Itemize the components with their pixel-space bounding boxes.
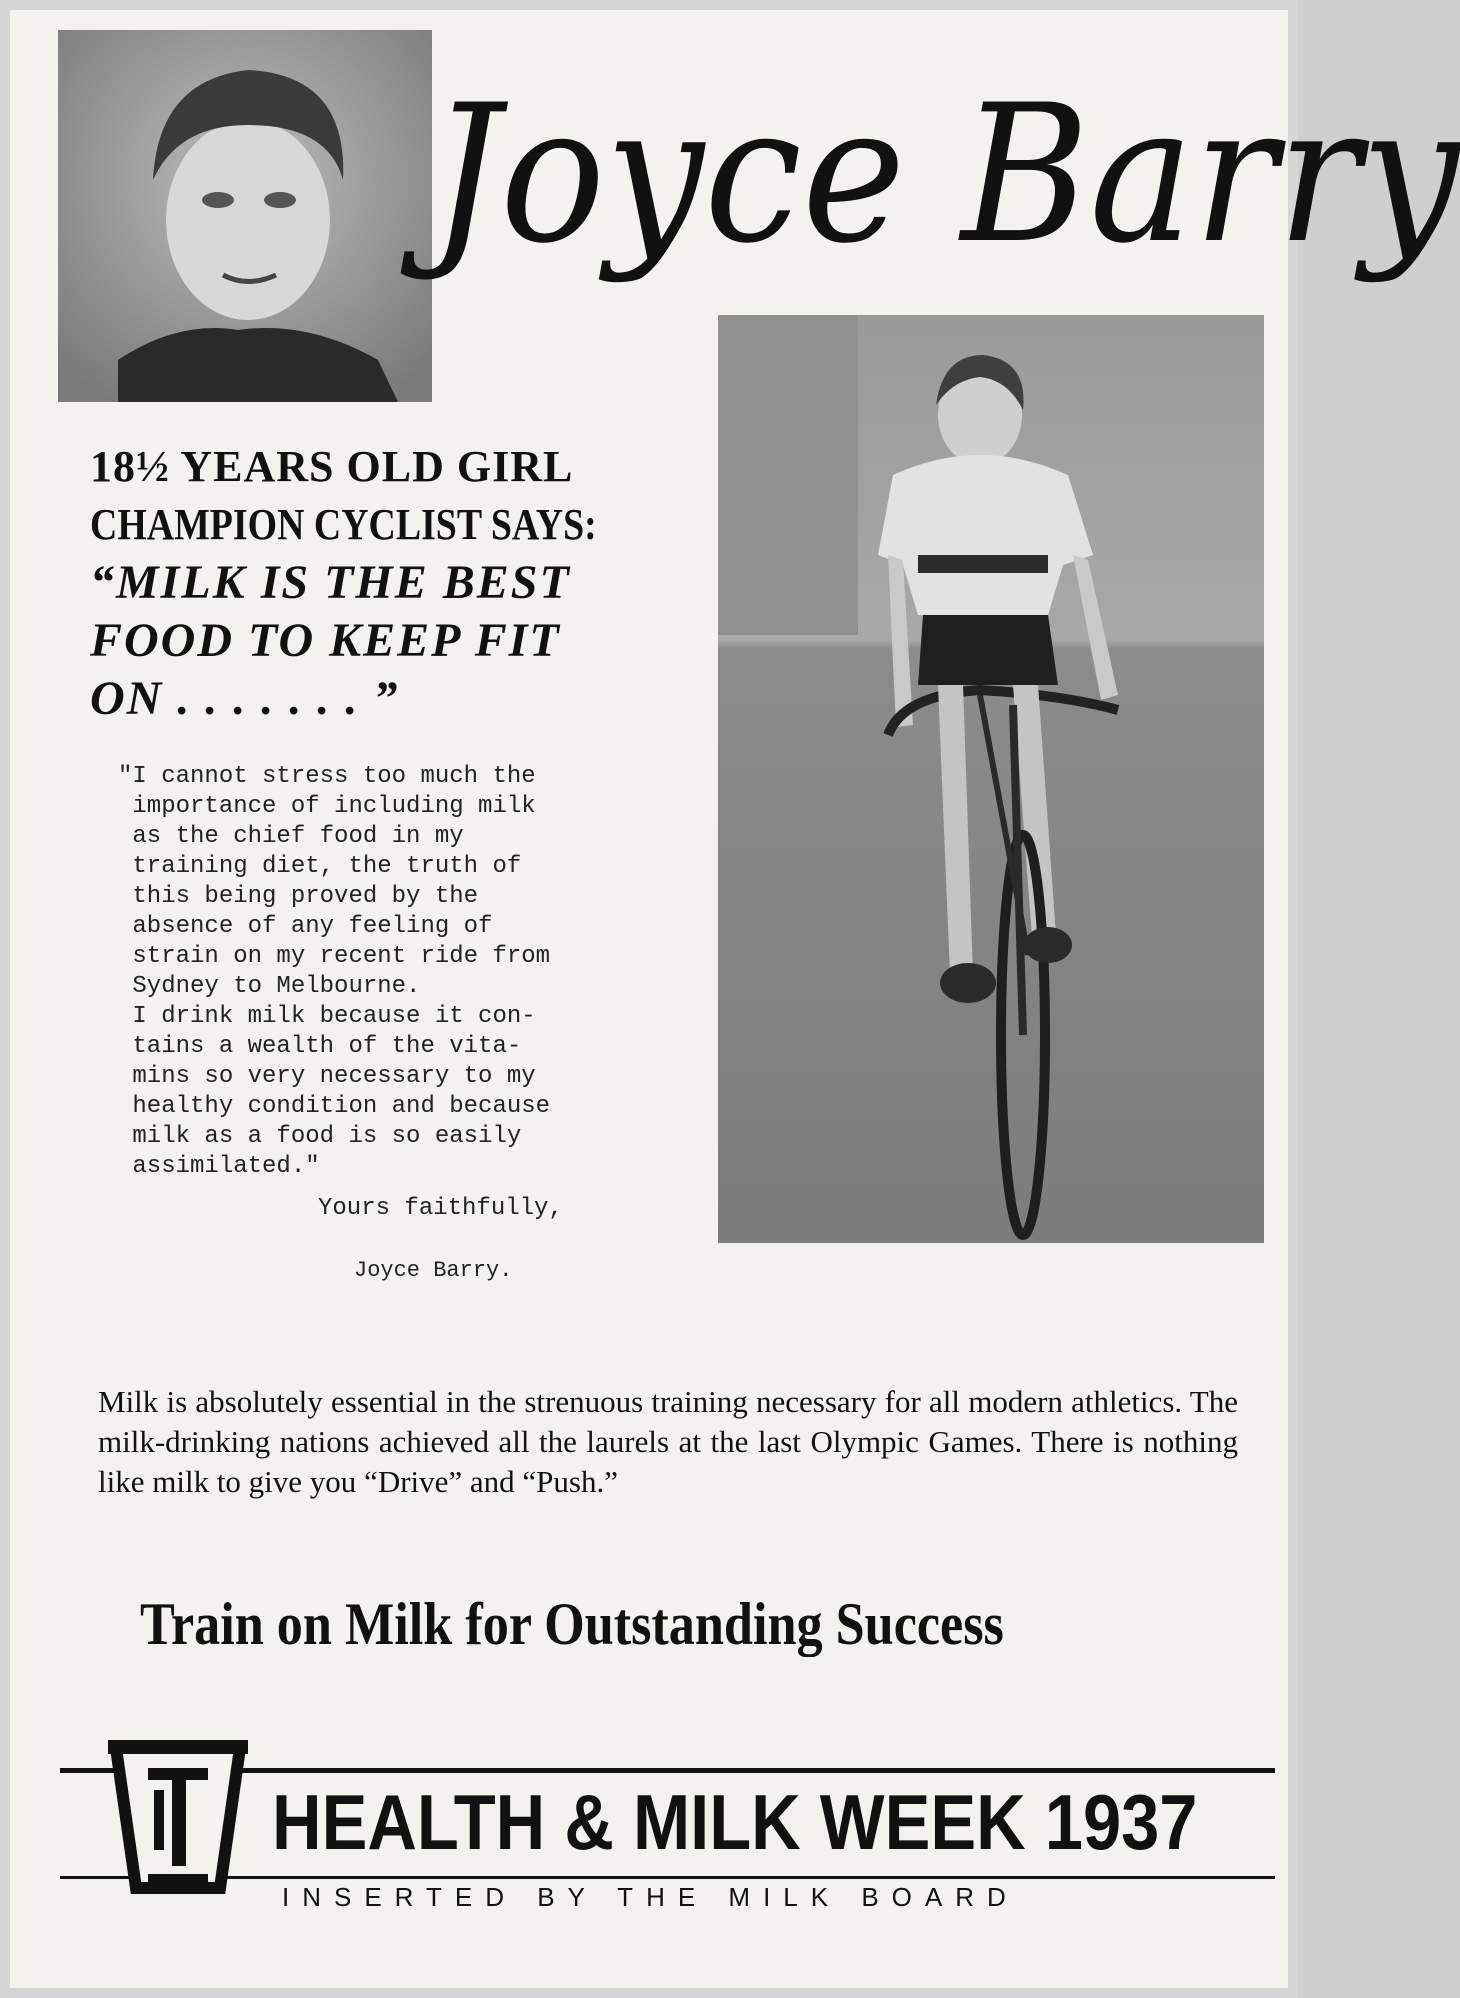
milk-board-emblem-icon	[108, 1738, 248, 1902]
portrait-photo	[58, 30, 432, 402]
cyclist-photo	[718, 315, 1264, 1243]
headline-line-4: FOOD TO KEEP FIT	[90, 614, 561, 667]
cyclist-image	[718, 315, 1264, 1243]
headline-line-3: “MILK IS THE BEST	[90, 556, 571, 609]
headline-line-5: ON . . . . . . . ”	[90, 672, 400, 725]
letter-body: "I cannot stress too much the importance of including milk as the chief food in my training diet, the truth of this being proved by the absence of any feeling of strain on my recent ride from Sydney to Melbourne. I drink milk because it con- tains a wealth of the vita- mins so very necessary to my healthy condition and because milk as a food is so easily assimilated."	[118, 763, 551, 1180]
portrait-image	[58, 30, 432, 402]
footer-title: HEALTH & MILK WEEK 1937	[272, 1778, 1198, 1866]
tagline: Train on Milk for Outstanding Success	[140, 1591, 1004, 1657]
headline-line-2: CHAMPION CYCLIST SAYS:	[90, 500, 597, 549]
signature-title: Joyce Barry	[430, 64, 1460, 285]
footer-subtitle: INSERTED BY THE MILK BOARD	[282, 1882, 1019, 1912]
milk-board-emblem-graphic	[108, 1738, 248, 1902]
headline	[90, 438, 670, 728]
letter-closing: Yours faithfully,	[318, 1195, 563, 1222]
headline-line-1: 18½ YEARS OLD GIRL	[90, 442, 574, 491]
body-copy: Milk is absolutely essential in the strenuous training necessary for all modern athletics. The milk-drinking nations achieved all the laurels at the last Olympic Games. There is nothing like milk to give you “Drive” and “Push.”	[98, 1384, 1238, 1499]
testimonial-letter	[118, 762, 698, 1283]
letter-signoff: Joyce Barry.	[354, 1258, 513, 1283]
footer-banner	[60, 1738, 1275, 1918]
